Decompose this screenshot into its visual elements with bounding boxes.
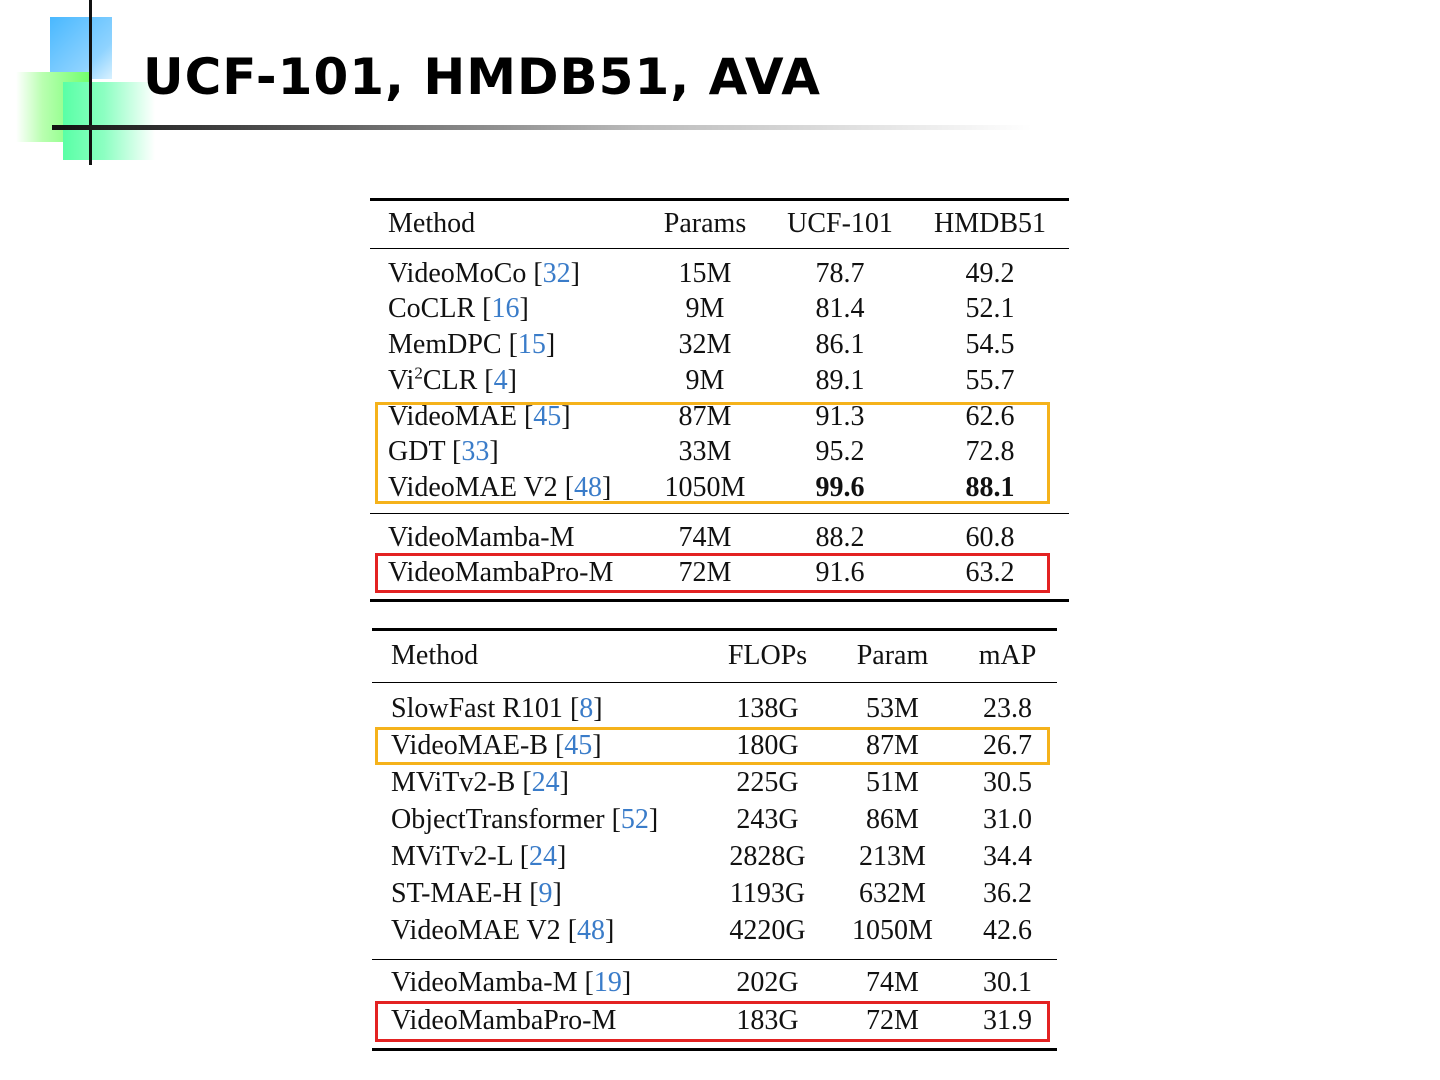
flops-cell: 2828G bbox=[729, 841, 806, 872]
hmdb-cell: 88.1 bbox=[965, 472, 1015, 503]
param-cell: 213M bbox=[859, 841, 926, 872]
decor-mint-square bbox=[63, 82, 155, 160]
citation-link[interactable]: 15 bbox=[517, 329, 546, 360]
ucf-cell: 78.7 bbox=[815, 258, 865, 289]
param-cell: 72M bbox=[866, 1005, 919, 1036]
orange-highlight-box bbox=[375, 402, 1050, 504]
col-header-method: Method bbox=[391, 640, 479, 671]
method-cell: VideoMAE V2 [48] bbox=[388, 472, 612, 503]
ucf-cell: 81.4 bbox=[815, 293, 865, 324]
hmdb-cell: 72.8 bbox=[965, 436, 1015, 467]
col-header-ucf101: UCF-101 bbox=[787, 208, 893, 239]
hmdb-cell: 49.2 bbox=[965, 258, 1015, 289]
ucf-cell: 91.6 bbox=[815, 557, 865, 588]
table-top-rule bbox=[370, 198, 1069, 201]
flops-cell: 243G bbox=[736, 804, 799, 835]
flops-cell: 225G bbox=[736, 767, 799, 798]
method-cell: VideoMamba-M [19] bbox=[391, 967, 632, 998]
ucf-cell: 89.1 bbox=[815, 365, 865, 396]
citation-link[interactable]: 52 bbox=[620, 804, 649, 835]
flops-cell: 202G bbox=[736, 967, 799, 998]
map-cell: 30.1 bbox=[983, 967, 1032, 998]
col-header-param: Param bbox=[856, 640, 929, 671]
params-cell: 33M bbox=[678, 436, 732, 467]
param-cell: 86M bbox=[866, 804, 919, 835]
table-header-rule bbox=[372, 682, 1057, 683]
params-cell: 1050M bbox=[664, 472, 746, 503]
citation-link[interactable]: 45 bbox=[564, 730, 593, 761]
method-cell: ST-MAE-H [9] bbox=[391, 878, 562, 909]
col-header-flops: FLOPs bbox=[727, 640, 808, 671]
decor-title-underline bbox=[52, 125, 1032, 130]
red-highlight-box bbox=[375, 1001, 1050, 1042]
method-cell: SlowFast R101 [8] bbox=[391, 693, 603, 724]
method-cell: VideoMAE [45] bbox=[388, 401, 571, 432]
orange-highlight-box bbox=[375, 727, 1050, 765]
map-cell: 42.6 bbox=[983, 915, 1032, 946]
decor-blue-square bbox=[50, 17, 112, 79]
col-header-params: Params bbox=[663, 208, 747, 239]
table-top-rule bbox=[372, 628, 1057, 631]
map-cell: 34.4 bbox=[983, 841, 1032, 872]
map-cell: 31.0 bbox=[983, 804, 1032, 835]
method-cell: ObjectTransformer [52] bbox=[391, 804, 659, 835]
citation-link[interactable]: 33 bbox=[461, 436, 490, 467]
citation-link[interactable]: 48 bbox=[574, 472, 603, 503]
hmdb-cell: 60.8 bbox=[965, 522, 1015, 553]
citation-link[interactable]: 45 bbox=[533, 401, 562, 432]
col-header-hmdb51: HMDB51 bbox=[933, 208, 1046, 239]
params-cell: 9M bbox=[685, 365, 725, 396]
method-cell: VideoMoCo [32] bbox=[388, 258, 580, 289]
table-bottom-rule bbox=[370, 599, 1069, 602]
flops-cell: 180G bbox=[736, 730, 799, 761]
table-mid-rule bbox=[372, 959, 1057, 960]
method-cell: MViTv2-B [24] bbox=[391, 767, 569, 798]
map-cell: 23.8 bbox=[983, 693, 1032, 724]
method-cell: VideoMamba-M bbox=[388, 522, 575, 553]
method-cell: MemDPC [15] bbox=[388, 329, 556, 360]
citation-link[interactable]: 32 bbox=[542, 258, 571, 289]
method-cell: GDT [33] bbox=[388, 436, 499, 467]
table-mid-rule bbox=[370, 513, 1069, 514]
params-cell: 72M bbox=[678, 557, 732, 588]
ucf-cell: 88.2 bbox=[815, 522, 865, 553]
flops-cell: 183G bbox=[736, 1005, 799, 1036]
map-cell: 31.9 bbox=[983, 1005, 1032, 1036]
hmdb-cell: 55.7 bbox=[965, 365, 1015, 396]
red-highlight-box bbox=[375, 553, 1050, 593]
params-cell: 9M bbox=[685, 293, 725, 324]
hmdb-cell: 62.6 bbox=[965, 401, 1015, 432]
method-cell: VideoMAE-B [45] bbox=[391, 730, 602, 761]
col-header-map: mAP bbox=[978, 640, 1037, 671]
params-cell: 32M bbox=[678, 329, 732, 360]
method-cell: VideoMambaPro-M bbox=[391, 1005, 617, 1036]
ucf-cell: 99.6 bbox=[815, 472, 865, 503]
params-cell: 87M bbox=[678, 401, 732, 432]
param-cell: 51M bbox=[866, 767, 919, 798]
table-header-rule bbox=[370, 248, 1069, 249]
hmdb-cell: 63.2 bbox=[965, 557, 1015, 588]
ucf-cell: 91.3 bbox=[815, 401, 865, 432]
citation-link[interactable]: 4 bbox=[493, 365, 508, 396]
citation-link[interactable]: 24 bbox=[529, 841, 558, 872]
flops-cell: 1193G bbox=[729, 878, 806, 909]
map-cell: 30.5 bbox=[983, 767, 1032, 798]
method-cell: Vi$^2$CLR [4] bbox=[388, 363, 517, 396]
col-header-method: Method bbox=[388, 208, 476, 239]
citation-link[interactable]: 16 bbox=[491, 293, 520, 324]
ucf-cell: 86.1 bbox=[815, 329, 865, 360]
param-cell: 74M bbox=[866, 967, 919, 998]
slide-title: UCF-101, HMDB51, AVA bbox=[143, 48, 821, 106]
method-cell: VideoMambaPro-M bbox=[388, 557, 614, 588]
ucf-cell: 95.2 bbox=[815, 436, 865, 467]
citation-link[interactable]: 24 bbox=[531, 767, 560, 798]
param-cell: 87M bbox=[866, 730, 919, 761]
table-bottom-rule bbox=[372, 1048, 1057, 1051]
decor-vertical-line bbox=[89, 0, 92, 165]
method-cell: CoCLR [16] bbox=[388, 293, 529, 324]
flops-cell: 138G bbox=[736, 693, 799, 724]
param-cell: 53M bbox=[866, 693, 919, 724]
citation-link[interactable]: 48 bbox=[577, 915, 606, 946]
hmdb-cell: 52.1 bbox=[965, 293, 1015, 324]
flops-cell: 4220G bbox=[729, 915, 806, 946]
params-cell: 15M bbox=[678, 258, 732, 289]
map-cell: 26.7 bbox=[983, 730, 1032, 761]
citation-link[interactable]: 19 bbox=[593, 967, 622, 998]
citation-link[interactable]: 9 bbox=[538, 878, 553, 909]
params-cell: 74M bbox=[678, 522, 732, 553]
citation-link[interactable]: 8 bbox=[579, 693, 594, 724]
hmdb-cell: 54.5 bbox=[965, 329, 1015, 360]
param-cell: 1050M bbox=[852, 915, 933, 946]
method-cell: VideoMAE V2 [48] bbox=[391, 915, 615, 946]
map-cell: 36.2 bbox=[983, 878, 1032, 909]
method-cell: MViTv2-L [24] bbox=[391, 841, 567, 872]
param-cell: 632M bbox=[859, 878, 926, 909]
